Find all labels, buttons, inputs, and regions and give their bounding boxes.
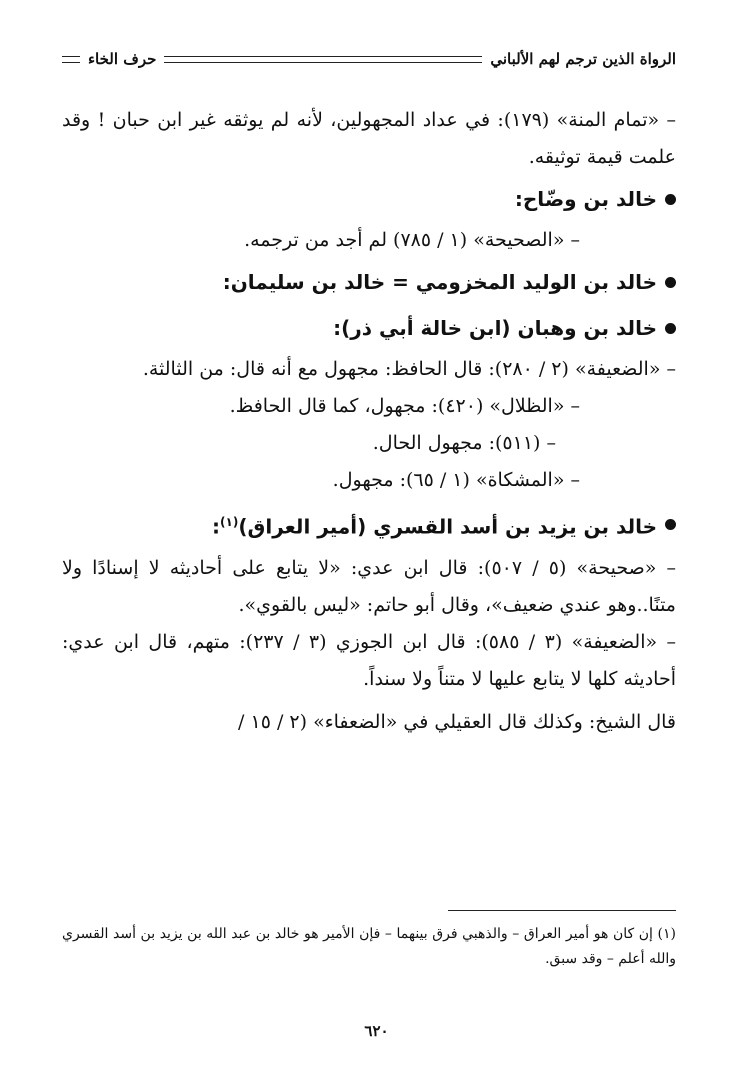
- bullet-icon: [665, 277, 676, 288]
- paragraph-8: – «الضعيفة» (٣ / ٥٨٥): قال ابن الجوزي (٣ / ٢٣٧): متهم، قال ابن عدي: أحاديثه كلها لا يتابع عليها لا متناً ولا سنداً.: [62, 630, 677, 690]
- running-header: [62, 46, 676, 72]
- bullet-icon: [665, 323, 676, 334]
- entry-heading-2: [62, 259, 676, 305]
- page-number: ٦٢٠: [364, 1022, 389, 1040]
- paragraph-6: – «المشكاة» (١ / ٦٥): مجهول.: [332, 469, 580, 491]
- paragraph-4: – «الظلال» (٤٢٠): مجهول، كما قال الحافظ.: [229, 395, 580, 417]
- entry-heading-text: خالد بن الوليد المخزومي = خالد بن سليمان:: [222, 270, 657, 294]
- page-body: [62, 102, 676, 741]
- paragraph-5: – (٥١١): مجهول الحال.: [372, 432, 556, 454]
- paragraph-1: – «تمام المنة» (١٧٩): في عداد المجهولين، لأنه لم يوثقه غير ابن حبان ! وقد علمت قيمة توثيقه.: [62, 109, 676, 168]
- heading-colon: :: [212, 514, 221, 539]
- entry-heading-4: [62, 499, 676, 550]
- footnote: (١) إن كان هو أمير العراق – والذهبي فرق بينهما – فإن الأمير هو خالد بن عبد الله بن يزيد بن أسد القسري والله أعلم – وقد سبق.: [62, 926, 676, 967]
- paragraph-3: – «الضعيفة» (٢ / ٢٨٠): قال الحافظ: مجهول مع أنه قال: من الثالثة.: [142, 358, 676, 380]
- bullet-icon: [665, 519, 676, 530]
- footnote-separator: [448, 910, 676, 911]
- entry-heading-3: [62, 305, 676, 351]
- header-rule-short: [62, 56, 80, 63]
- entry-heading-text: [212, 499, 657, 550]
- footnote-ref: (١): [220, 515, 239, 529]
- entry-heading-text: خالد بن وهبان (ابن خالة أبي ذر):: [333, 316, 657, 340]
- bullet-icon: [665, 194, 676, 205]
- paragraph-7: – «صحيحة» (٥ / ٥٠٧): قال ابن عدي: «لا يتابع على أحاديثه لا إسنادًا ولا متنًا..وهو عندي ضعيف»، وقال أبو حاتم: «ليس بالقوي».: [62, 556, 676, 616]
- section-title: حرف الخاء: [88, 50, 157, 68]
- paragraph-2: – «الصحيحة» (١ / ٧٨٥) لم أجد من ترجمه.: [244, 229, 580, 251]
- paragraph-9: قال الشيخ: وكذلك قال العقيلي في «الضعفاء» (٢ / ١٥ /: [238, 710, 676, 733]
- header-rule: [164, 56, 482, 63]
- entry-heading-text: خالد بن وضّاح:: [514, 187, 657, 211]
- book-title: الرواة الذين ترجم لهم الألباني: [490, 50, 676, 68]
- entry-heading-1: [62, 176, 676, 222]
- heading-main: خالد بن يزيد بن أسد القسري (أمير العراق): [238, 514, 657, 539]
